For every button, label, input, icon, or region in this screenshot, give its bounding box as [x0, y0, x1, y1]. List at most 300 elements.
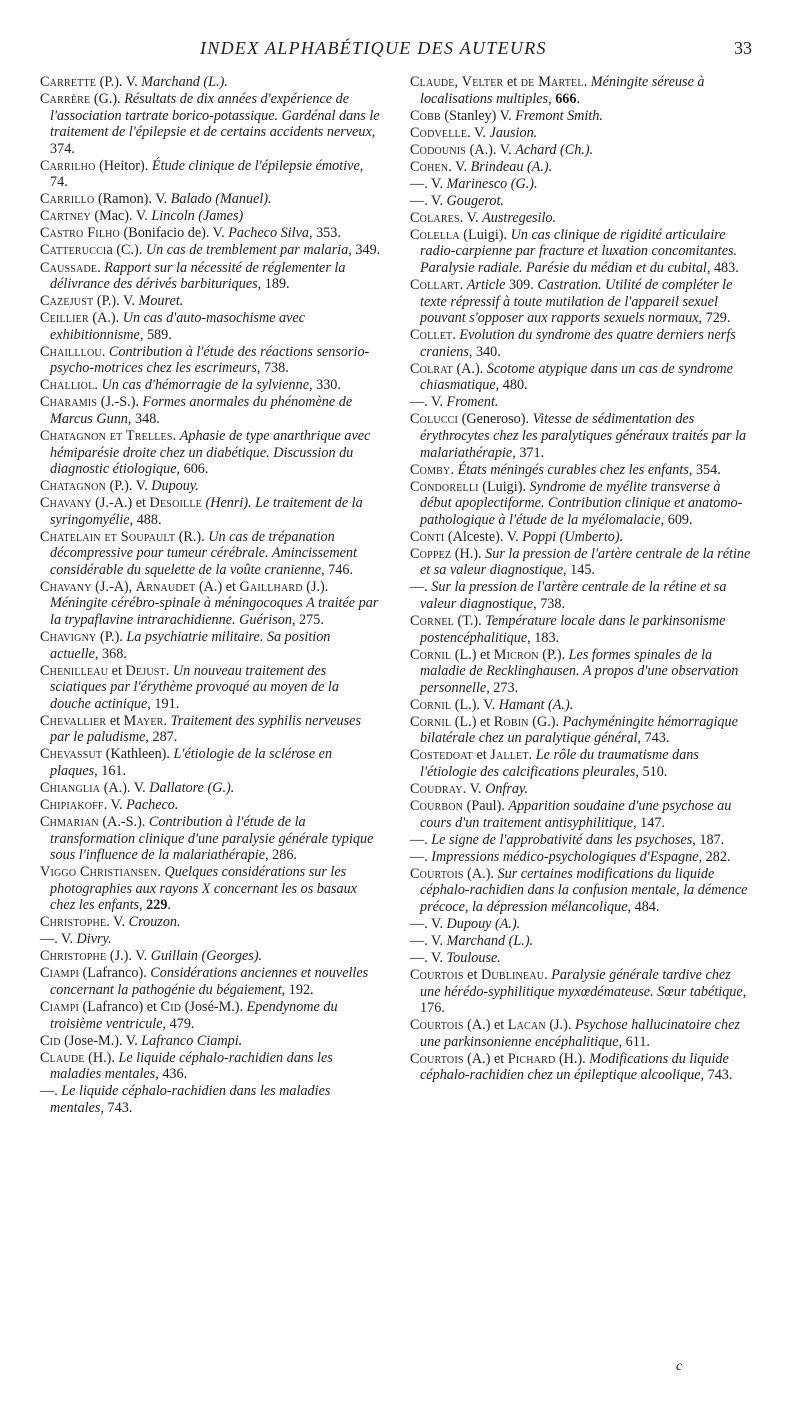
entry-text: , 176.: [420, 983, 747, 1017]
entry-text: (Bonifacio de). V.: [119, 225, 229, 242]
entry-text: (T.).: [454, 613, 486, 629]
entry-text: .: [167, 897, 171, 914]
entry-text: .: [459, 277, 467, 294]
entry-text: .: [452, 327, 460, 344]
index-entry: [410, 142, 754, 159]
author-name: Codounis: [410, 141, 467, 158]
entry-text: (P.).: [96, 629, 127, 646]
entry-text: (J.).: [545, 1017, 575, 1034]
entry-text: , 611.: [618, 1033, 650, 1050]
entry-text: et: [472, 747, 491, 764]
index-entry: [40, 579, 382, 629]
entry-title: Onfray.: [485, 780, 529, 797]
index-entry: [410, 277, 754, 327]
index-entry: [410, 1051, 754, 1084]
entry-text: (J.).: [302, 578, 329, 595]
entry-text: (R.).: [175, 528, 209, 545]
entry-text: .: [583, 74, 591, 90]
entry-title: Ependynome du troisième ventricule: [50, 999, 338, 1032]
author-name: Jallet: [490, 747, 529, 764]
author-name: Chailllou: [40, 343, 102, 360]
index-entry: [40, 948, 382, 965]
entry-text: (L.) et: [451, 646, 494, 663]
author-name: Dejust: [125, 662, 166, 679]
index-entry: [40, 394, 382, 427]
entry-title: États méningés curables chez les enfants: [457, 461, 689, 478]
entry-title: Un cas d'auto-masochisme avec exhibitionnisme: [50, 310, 306, 343]
entry-text: , 374.: [50, 124, 376, 157]
entry-text: , 510.: [635, 763, 668, 780]
page-reference: 229: [146, 897, 168, 914]
entry-title: Dupouy.: [151, 478, 199, 495]
entry-text: .: [94, 377, 102, 394]
index-entry: [410, 798, 754, 831]
page-header: [32, 38, 752, 68]
entry-title: Syndrome de myélite transverse à début apoplectiforme. Contribution clinique et anatomo-pathologique à l'étude de la myélomalacie: [420, 478, 743, 528]
author-name: Chavigny: [40, 629, 97, 646]
index-entry: [40, 208, 382, 225]
entry-text: , 480.: [495, 377, 528, 394]
index-entry: [40, 191, 382, 208]
index-entry: [410, 647, 754, 697]
entry-text: , 286.: [265, 847, 297, 864]
author-name: Dublineau: [480, 966, 545, 983]
index-entry: [40, 310, 382, 343]
entry-title: Pacheco.: [126, 797, 179, 814]
index-entry: [40, 344, 382, 377]
entry-title: Impressions médico-psychologiques d'Espagne: [431, 848, 699, 865]
author-name: Chevassut: [40, 746, 103, 763]
entry-text: , 287.: [145, 729, 178, 746]
index-entry: [40, 529, 382, 579]
entry-text: (A.) et: [463, 1050, 508, 1067]
index-entry: [410, 176, 754, 193]
entry-text: . V.: [106, 914, 129, 931]
entry-title: (Henri). Le traitement de la syringomyélie: [50, 495, 363, 528]
entry-text: et: [503, 74, 521, 90]
entry-title: Mouret.: [138, 293, 184, 310]
entry-text: —.: [410, 579, 432, 596]
entry-text: , 183.: [527, 629, 560, 646]
entry-text: , 74.: [50, 157, 364, 191]
entry-text: , 483.: [706, 260, 739, 277]
author-name: Cazejust: [40, 293, 94, 310]
entry-text: , 275.: [291, 612, 324, 628]
index-entry: [40, 746, 382, 779]
entry-text: , 192.: [281, 982, 314, 999]
index-entry: [410, 125, 754, 142]
entry-text: .: [544, 966, 552, 983]
index-entry: [410, 714, 754, 747]
index-entry: [40, 663, 382, 713]
index-entry: [40, 74, 382, 91]
entry-text: .: [163, 712, 171, 729]
index-entry: [40, 293, 382, 310]
entry-text: —. V.: [410, 932, 447, 949]
index-entry: [40, 91, 382, 157]
entry-text: , 743.: [100, 1099, 133, 1116]
author-name: Cornil: [410, 646, 452, 663]
author-name: Ciampi: [40, 965, 79, 982]
entry-title: Le signe de l'approbativité dans les psychoses: [431, 831, 693, 848]
entry-text: (Lafranco).: [79, 965, 151, 982]
author-name: Caussade: [40, 259, 98, 276]
author-name: Condorelli: [410, 478, 479, 495]
entry-title: Quelques considérations sur les photographies aux rayons X concernant les os basaux chez les enfants: [50, 864, 357, 914]
author-name: Collet: [410, 327, 453, 344]
entry-text: , 589.: [139, 326, 172, 343]
index-entry: [410, 933, 754, 950]
author-name: Codvelle: [410, 124, 468, 141]
entry-text: , 145.: [563, 562, 595, 579]
entry-title: Apparition soudaine d'une psychose au cours d'un traitement antisyphilitique: [420, 798, 732, 831]
entry-text: (P.). V.: [96, 74, 142, 90]
index-entry: [410, 579, 754, 612]
entry-title: Toulouse.: [446, 949, 501, 966]
entry-text: .: [450, 461, 458, 478]
entry-title: Hamant (A.).: [498, 696, 574, 713]
entry-title: Jausion.: [489, 124, 538, 141]
index-entry: [410, 74, 754, 107]
entry-title: Sur certaines modifications du liquide céphalo-rachidien dans la confusion mentale, la démence précoce, la dépression mélancolique: [420, 865, 748, 915]
entry-text: (J.-A),: [91, 578, 136, 595]
author-name: Courtois: [410, 865, 464, 882]
entry-text: (A.). V.: [466, 141, 516, 158]
index-entry: [410, 394, 754, 411]
entry-text: , 743.: [637, 730, 670, 747]
entry-title: Vitesse de sédimentation des érythrocytes chez les paralytiques généraux traités par la malariathérapie: [420, 411, 747, 461]
author-name: Colucci: [410, 411, 459, 428]
entry-title: Méningite séreuse à localisations multiples: [420, 74, 705, 107]
index-entry: [40, 428, 382, 478]
entry-text: (José-M.).: [181, 999, 247, 1016]
entry-title: Modifications du liquide céphalo-rachidien chez un épileptique alcoolique: [420, 1050, 729, 1084]
entry-text: (A.). V.: [100, 779, 150, 796]
entry-text: . V.: [459, 209, 483, 226]
entry-text: —.: [410, 831, 432, 848]
author-name: Carrère: [40, 91, 91, 108]
author-name: Chatelain et Soupault: [40, 528, 176, 545]
entry-text: (H.).: [84, 1049, 119, 1066]
author-name: Colrat: [410, 360, 453, 377]
entry-text: . V.: [462, 780, 486, 797]
author-name: Pichard: [507, 1050, 556, 1067]
entry-text: (A.) et: [195, 578, 240, 595]
running-title: INDEX ALPHABÉTIQUE DES AUTEURS: [200, 38, 547, 58]
entry-text: .: [172, 427, 180, 444]
author-name: Cid: [160, 999, 182, 1016]
index-entry: [410, 849, 754, 866]
entry-title: Gougerot.: [446, 192, 504, 209]
entry-text: , 147.: [633, 814, 665, 831]
author-name: Courtois: [410, 1017, 464, 1034]
entry-text: et: [108, 662, 126, 679]
entry-text: (P.). V.: [93, 293, 139, 310]
index-entry: [410, 462, 754, 479]
index-entry: [410, 697, 754, 714]
author-name: Carrilho: [40, 157, 96, 174]
entry-title: Achard (Ch.).: [515, 141, 594, 158]
entry-text: , 354.: [688, 461, 721, 478]
entry-text: (P.). V.: [106, 478, 152, 495]
entry-text: —.: [40, 1083, 62, 1100]
entry-text: , 436.: [155, 1066, 188, 1083]
entry-text: et: [106, 712, 124, 729]
entry-text: 309.: [505, 277, 538, 294]
entry-title: Un cas de trépanation décompressive pour tumeur cérébrale. Amincissement considérable du squelette de la voûte cranienne: [50, 528, 357, 578]
index-entry: [410, 159, 754, 176]
entry-title: Froment.: [446, 394, 499, 411]
entry-title: Sur la pression de l'artère centrale de la rétine et sa valeur diagnostique: [420, 579, 727, 612]
entry-text: (Mac). V.: [90, 208, 152, 225]
entry-title: Paralysie générale tardive chez une hérédo-syphilitique myxœdémateuse. Sœur tabétique: [420, 966, 743, 1000]
entry-title: Pachyméningite hémorragique bilatérale chez un paralytique général: [420, 713, 738, 747]
entry-title: Scotome atypique dans un cas de syndrome chiasmatique: [420, 360, 733, 394]
entry-text: —. V.: [40, 931, 77, 948]
author-name: Gaillhard: [239, 578, 303, 595]
author-name: Chianglia: [40, 779, 101, 796]
author-name: Colella: [410, 226, 460, 243]
entry-title: Résultats de dix années d'expérience de l'association tartrate borico-potassique. Gardénal dans le traitement de l'épilepsie et de certains accidents nerveux: [50, 91, 380, 141]
entry-title: Crouzon.: [128, 914, 181, 931]
author-name: Catterucci: [40, 242, 107, 259]
entry-title: Formes anormales du phénomène de Marcus Gunn: [50, 394, 353, 427]
index-entry: [40, 1083, 382, 1116]
index-entry: [40, 999, 382, 1032]
index-entry: [40, 780, 382, 797]
entry-text: , 479.: [162, 1015, 195, 1032]
author-name: Carrillo: [40, 191, 95, 208]
author-name: Conti: [410, 528, 445, 545]
author-name: Christophe: [40, 914, 107, 931]
author-name: Desoille: [149, 495, 202, 512]
index-entry: [40, 931, 382, 948]
author-name: Cohen: [410, 158, 449, 175]
entry-text: ,: [139, 897, 147, 914]
entry-title: Psychose hallucinatoire chez une parkinsonienne encéphalitique: [420, 1017, 740, 1050]
entry-title: Lafranco Ciampi.: [141, 1032, 243, 1049]
entry-title: Dallatore (G.).: [149, 779, 235, 796]
author-name: Mayer: [123, 712, 164, 729]
entry-text: —. V.: [410, 915, 447, 932]
author-name: Coppez: [410, 545, 452, 562]
entry-text: .: [528, 747, 536, 764]
page-reference: 666: [555, 90, 577, 107]
index-entry: [40, 495, 382, 528]
entry-text: (A.-S.).: [98, 814, 149, 831]
entry-title: Marchand (L.).: [446, 932, 534, 949]
entry-text: , 330.: [309, 377, 341, 394]
entry-title: Méningite cérébro-spinale à méningocoques A traitée par la trypaflavine intrarachidienne. Guérison: [50, 595, 379, 628]
author-name: Chenilleau: [40, 662, 109, 679]
author-name: Arnaudet: [135, 578, 196, 595]
entry-title: Pacheco Silva: [228, 225, 309, 242]
author-name: Collart: [410, 277, 460, 294]
index-entry: [40, 225, 382, 242]
index-entry: [410, 832, 754, 849]
entry-text: (A.).: [88, 310, 123, 327]
entry-text: , 273.: [486, 679, 519, 696]
entry-text: , 368.: [94, 645, 127, 662]
entry-text: a (C.).: [106, 242, 146, 259]
left-column: [40, 74, 382, 1117]
author-name: Micron: [493, 646, 539, 663]
index-entry: [410, 479, 754, 529]
entry-title: Température locale dans le parkinsonisme postencéphalitique: [420, 613, 726, 646]
signature-mark: c: [676, 1359, 683, 1374]
author-name: Robin: [493, 713, 529, 730]
author-name: Cornil: [410, 713, 452, 730]
entry-title: Austregesilo.: [482, 209, 557, 226]
entry-title: Traitement des syphilis nerveuses par le paludisme: [50, 712, 361, 746]
index-entry: [410, 613, 754, 646]
entry-title: Aphasie de type anarthrique avec hémiparésie droite chez un diabétique. Discussion du diagnostic étiologique: [50, 427, 371, 478]
entry-title: Brindeau (A.).: [470, 158, 553, 175]
entry-title: Lincoln (James): [151, 208, 244, 225]
author-name: Carrette: [40, 74, 97, 90]
entry-text: (Paul).: [463, 798, 509, 815]
index-entry: [410, 227, 754, 277]
index-entry: [40, 1050, 382, 1083]
entry-text: —. V.: [410, 394, 447, 411]
entry-title: Les formes spinales de la maladie de Recklinghausen. A propos d'une observation personnelle: [420, 646, 739, 696]
author-name: Courbon: [410, 798, 464, 815]
entry-text: , 606.: [176, 461, 209, 478]
entry-text: , 349.: [348, 242, 381, 259]
entry-title: Article: [466, 277, 506, 294]
right-column: [410, 74, 754, 1084]
entry-title: Marchand (L.).: [141, 74, 228, 90]
author-name: Claude: [40, 1049, 85, 1066]
entry-text: , 348.: [127, 410, 160, 427]
author-name: Chatagnon et Trelles: [40, 427, 173, 444]
author-name: Cartney: [40, 208, 91, 225]
author-name: Courtois: [410, 1050, 464, 1067]
author-name: Ciampi: [40, 999, 79, 1016]
author-name: Lacan: [507, 1017, 546, 1034]
author-name: Christophe: [40, 948, 107, 965]
entry-title: Sur la pression de l'artère centrale de la rétine et sa valeur diagnostique: [420, 545, 751, 579]
entry-text: (A.).: [463, 865, 498, 882]
entry-text: , 371.: [512, 444, 545, 461]
entry-text: , 340.: [468, 343, 501, 360]
entry-text: , 161.: [94, 762, 127, 779]
author-name: Chevallier: [40, 712, 107, 729]
index-entry: [410, 361, 754, 394]
entry-title: Contribution à l'étude de la transformation clinique d'une paralysie générale typique sous l'influence de la malariathérapie: [50, 814, 374, 864]
entry-title: Le rôle du traumatisme dans l'étiologie des calcifications pleurales: [420, 747, 699, 780]
author-name: Chatagnon: [40, 478, 107, 495]
index-entry: [40, 864, 382, 914]
index-entry: [40, 158, 382, 191]
index-entry: [40, 260, 382, 293]
entry-title: Castration. Utilité de compléter le texte répressif à toute mutilation de l'appareil sexuel pouvant s'opposer aux rapports sexuels normaux: [420, 277, 733, 327]
index-entry: [40, 1033, 382, 1050]
entry-text: , 191.: [147, 695, 180, 712]
author-name: Charamis: [40, 394, 98, 411]
entry-title: Considérations anciennes et nouvelles concernant la pathogénie du bégaiement: [50, 965, 369, 999]
entry-title: Un nouveau traitement des sciatiques par l'érythème provoqué au moyen de la douche actinique: [50, 662, 339, 712]
entry-text: .: [157, 864, 165, 881]
index-entry: [40, 377, 382, 394]
entry-text: , 282.: [698, 848, 731, 865]
entry-text: , 738.: [533, 595, 566, 612]
entry-title: L'étiologie de la sclérose en plaques: [50, 746, 333, 779]
entry-text: . V.: [448, 158, 471, 175]
index-entry: [410, 108, 754, 125]
author-name: Challiol: [40, 377, 95, 394]
entry-text: (Luigi).: [478, 478, 530, 495]
entry-text: (L.). V.: [451, 696, 499, 713]
entry-text: , 746.: [321, 561, 353, 578]
index-entry: [410, 916, 754, 933]
entry-title: Le liquide céphalo-rachidien dans les maladies mentales: [50, 1049, 333, 1083]
entry-title: Un cas de tremblement par malaria: [145, 242, 349, 259]
entry-text: (G.).: [528, 713, 563, 730]
author-name: Colares: [410, 209, 460, 226]
entry-text: (J.). V.: [106, 948, 151, 965]
entry-text: (Luigi).: [459, 226, 511, 243]
entry-title: Divry.: [76, 931, 112, 948]
entry-text: —. V.: [410, 949, 447, 966]
index-entry: [410, 950, 754, 967]
entry-text: , 488.: [129, 511, 162, 528]
entry-text: (Lafranco) et: [79, 999, 161, 1016]
author-name: Viggo Christiansen: [40, 864, 158, 881]
author-name: de Martel: [520, 74, 584, 90]
entry-text: (G.).: [90, 91, 125, 108]
entry-text: (Kathleen).: [102, 746, 174, 763]
author-name: Chipiakoff: [40, 797, 104, 814]
author-name: Chavany: [40, 495, 92, 512]
entry-title: Un cas clinique de rigidité articulaire radio-carpienne par fracture et luxation concomitantes. Paralysie radiale. Parésie du médian et du cubital: [420, 226, 738, 277]
index-entry: [410, 411, 754, 461]
index-entry: [410, 210, 754, 227]
author-name: Chmarian: [40, 814, 99, 831]
entry-text: .: [165, 662, 173, 679]
index-entry: [40, 914, 382, 931]
author-name: Chavany: [40, 578, 92, 595]
index-entry: [410, 747, 754, 780]
author-name: Courtois: [410, 966, 464, 983]
index-entry: [40, 629, 382, 662]
entry-text: (H.).: [451, 545, 486, 562]
entry-text: .: [576, 90, 581, 107]
entry-text: (Ramon). V.: [94, 191, 171, 208]
entry-text: , 729.: [698, 310, 731, 327]
entry-title: Étude clinique de l'épilepsie émotive: [151, 157, 360, 174]
index-entry: [40, 814, 382, 864]
page-number: 33: [734, 38, 752, 58]
author-name: Cornel: [410, 613, 454, 629]
entry-text: (Stanley) V.: [440, 107, 516, 124]
entry-text: (Jose-M.). V.: [60, 1032, 142, 1049]
author-name: Cobb: [410, 107, 441, 124]
entry-text: .: [101, 343, 109, 360]
entry-title: Poppi (Umberto).: [522, 528, 624, 545]
entry-text: , 738.: [256, 360, 289, 377]
entry-title: Fremont Smith.: [515, 107, 603, 124]
entry-text: (H.).: [555, 1050, 590, 1067]
entry-title: Contribution à l'étude des réactions sensorio-psycho-motrices chez les escrimeurs: [50, 343, 370, 377]
entry-text: (Heitor).: [95, 157, 152, 174]
index-entry: [40, 242, 382, 259]
entry-title: Rapport sur la nécessité de réglementer la délivrance des dérivés barbituriques: [50, 259, 346, 293]
index-entry: [410, 967, 754, 1017]
author-name: Cornil: [410, 696, 452, 713]
index-entry: [410, 193, 754, 210]
entry-text: —.: [410, 848, 432, 865]
